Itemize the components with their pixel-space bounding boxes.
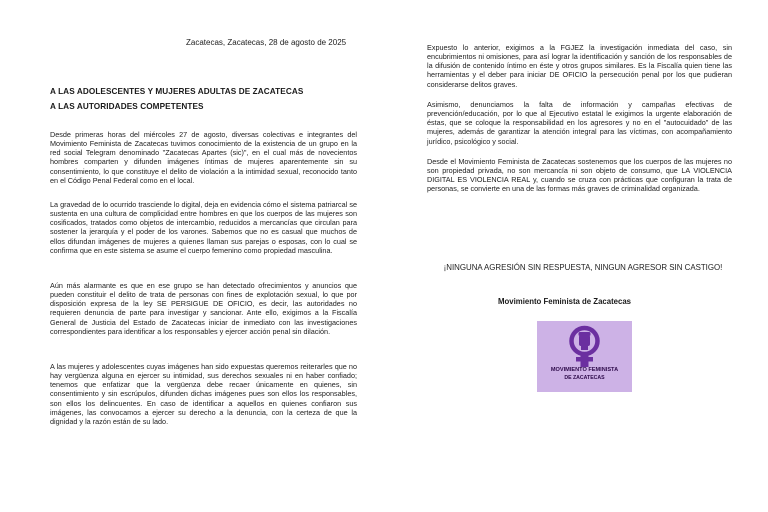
date-line: Zacatecas, Zacatecas, 28 de agosto de 2025 <box>186 38 347 47</box>
paragraph-4: A las mujeres y adolescentes cuyas imágenes han sido expuestas queremos reiterarles que no hay vergüenza alguna en ejercer su intimidad, sus derechos sexuales ni en haber confiado; tenemos que enfatizar que la vergüenza debe recaer únicamente en quienes, sin consentimiento y sin escrúpulos, difunden dichas imágenes pues son ellos los responsables, son ellos los delincuentes. En caso de identificar a aquellos en quienes confiaron sus imágenes, las convocamos a ejercer su derecho a la denuncia, con la certeza de que la dignidad y la razón están de su lado. <box>50 362 357 426</box>
organization-logo <box>537 321 632 392</box>
paragraph-5: Expuesto lo anterior, exigimos a la FGJEZ la investigación inmediata del caso, sin encubrimientos ni omisiones, para así lograr la identificación y sanción de los responsables de la difusión de contenido íntimo en éste y otros grupos similares. Es la Fiscalía quien tiene las herramientas y el deber para iniciar DE OFICIO la persecución penal por los que pudieran considerarse delitos graves. <box>427 43 732 89</box>
paragraph-6: Asimismo, denunciamos la falta de información y campañas efectivas de prevención/educación, por lo que al Ejecutivo estatal le exigimos la urgente elaboración de éstas, que se coloque la responsabilidad en los agresores y no en el "autocuidado" de las mujeres, además de garantizar la atención integral para las víctimas, con acompañamiento jurídico, psicológico y social. <box>427 100 732 146</box>
paragraph-3: Aún más alarmante es que en ese grupo se han detectado ofrecimientos y anuncios que pueden constituir el delito de trata de personas con fines de explotación sexual, lo que por disposición expresa de la ley SE PERSIGUE DE OFICIO, es decir, las autoridades no requieren denuncia de parte para investigar y sancionar. Ante ello, exigimos a la Fiscalía General de Justicia del Estado de Zacatecas iniciar de inmediato con las investigaciones correspondientes para identificar a los responsables y ejercer acción penal sin dilación. <box>50 281 357 336</box>
logo-text-line-2: DE ZACATECAS <box>564 375 605 381</box>
right-page <box>384 0 768 512</box>
paragraph-2: La gravedad de lo ocurrido trasciende lo digital, deja en evidencia cómo el sistema patriarcal se sustenta en una cultura de complicidad entre hombres en que los cuerpos de las mujeres son cosificados, tratados como objetos de intercambio, reducidos a mercancías que circulan para sostener la jerarquía y el poder de los varones. Sabemos que no es casual que muchos de ellos difundan imágenes de mujeres a quienes llaman sus parejas o esposas, con lo cual se confirma que en este sistema se asume el cuerpo femenino como propiedad masculina. <box>50 200 357 255</box>
signature: Movimiento Feminista de Zacatecas <box>498 297 632 306</box>
paragraph-1: Desde primeras horas del miércoles 27 de agosto, diversas colectivas e integrantes del Movimiento Feminista de Zacatecas tuvimos conocimiento de la existencia de un grupo en la red social Telegram denominado "Zacatecas Apartes (sic)", en el cual más de novecientos hombres comparten y difunden imágenes íntimas de mujeres aparentemente sin su consentimiento, lo que constituye el delito de violación a la intimidad sexual, reconocido tanto en el Código Penal Federal como en el local. <box>50 130 357 185</box>
paragraph-7: Desde el Movimiento Feminista de Zacatecas sostenemos que los cuerpos de las mujeres no son propiedad privada, no son mercancía ni son objeto de consumo, que LA VIOLENCIA DIGITAL ES VIOLENCIA REAL y, cuando se cruza con prácticas que configuran la trata de personas, se convierte en una de las formas más graves de criminalidad organizada. <box>427 157 732 194</box>
venus-fist-icon <box>537 321 632 392</box>
heading-autoridades: A LAS AUTORIDADES COMPETENTES <box>50 102 204 111</box>
logo-text-line-1: MOVIMIENTO FEMINISTA <box>550 367 619 373</box>
slogan: ¡NINGUNA AGRESIÓN SIN RESPUESTA, NINGUN AGRESOR SIN CASTIGO! <box>443 263 723 272</box>
heading-adolescentes: A LAS ADOLESCENTES Y MUJERES ADULTAS DE ZACATECAS <box>50 87 304 96</box>
